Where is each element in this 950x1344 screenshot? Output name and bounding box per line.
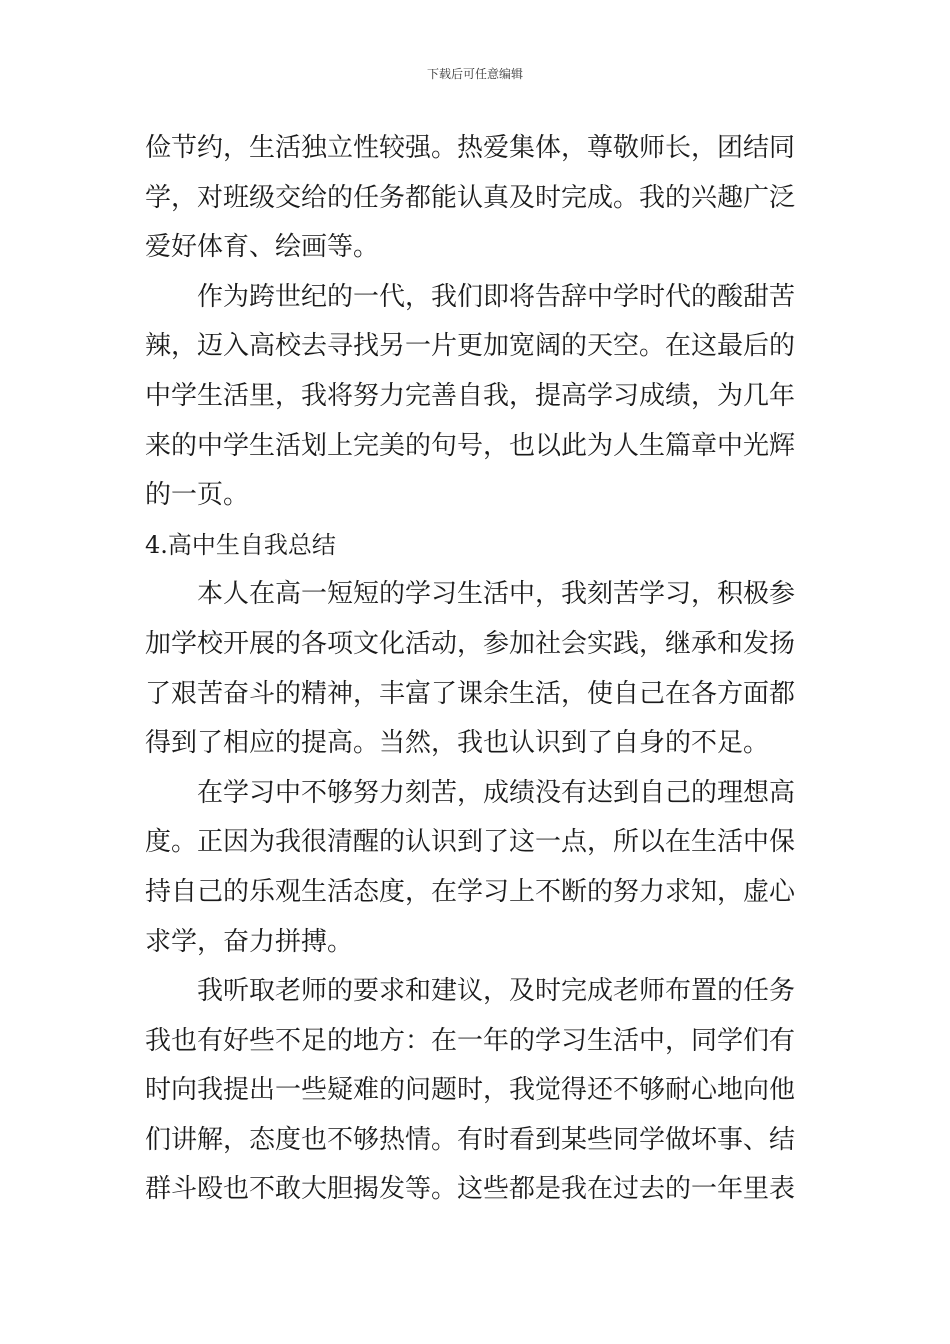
paragraph-first-line: 我听取老师的要求和建议，及时完成老师布置的任务 (197, 976, 796, 1007)
text-line: 我也有好些不足的地方：在一年的学习生活中，同学们有 (145, 1025, 796, 1056)
text-line: 得到了相应的提高。当然，我也认识到了自身的不足。 (145, 728, 770, 759)
text-line: 了艰苦奋斗的精神，丰富了课余生活，使自己在各方面都 (145, 678, 796, 709)
text-line: 加学校开展的各项文化活动，参加社会实践，继承和发扬 (145, 628, 796, 659)
text-line: 持自己的乐观生活态度，在学习上不断的努力求知，虚心 (145, 876, 796, 907)
text-line: 中学生活里，我将努力完善自我，提高学习成绩，为几年 (145, 380, 796, 411)
text-line: 辣，迈入高校去寻找另一片更加宽阔的天空。在这最后的 (145, 331, 796, 362)
text-line: 爱好体育、绘画等。 (145, 232, 380, 263)
paragraph-first-line: 在学习中不够努力刻苦，成绩没有达到自己的理想高 (197, 777, 796, 808)
text-line: 俭节约，生活独立性较强。热爱集体，尊敬师长，团结同 (145, 133, 796, 163)
paragraph-first-line: 作为跨世纪的一代，我们即将告辞中学时代的酸甜苦 (197, 281, 796, 312)
text-line: 求学，奋力拼搏。 (145, 926, 354, 957)
text-line: 们讲解，态度也不够热情。有时看到某些同学做坏事、结 (145, 1124, 796, 1155)
text-line: 学，对班级交给的任务都能认真及时完成。我的兴趣广泛 (145, 182, 796, 213)
text-line: 群斗殴也不敢大胆揭发等。这些都是我在过去的一年里表 (145, 1174, 796, 1205)
paragraph-first-line: 本人在高一短短的学习生活中，我刻苦学习，积极参 (197, 579, 796, 610)
text-line: 来的中学生活划上完美的句号，也以此为人生篇章中光辉 (145, 430, 796, 461)
text-line: 的一页。 (145, 480, 250, 511)
text-line: 时向我提出一些疑难的问题时，我觉得还不够耐心地向他 (145, 1075, 796, 1106)
text-line: 度。正因为我很清醒的认识到了这一点，所以在生活中保 (145, 827, 796, 858)
page-header-note: 下载后可任意编辑 (426, 67, 523, 81)
document-body (145, 124, 815, 1215)
section-heading: 4.高中生自我总结 (145, 530, 336, 559)
